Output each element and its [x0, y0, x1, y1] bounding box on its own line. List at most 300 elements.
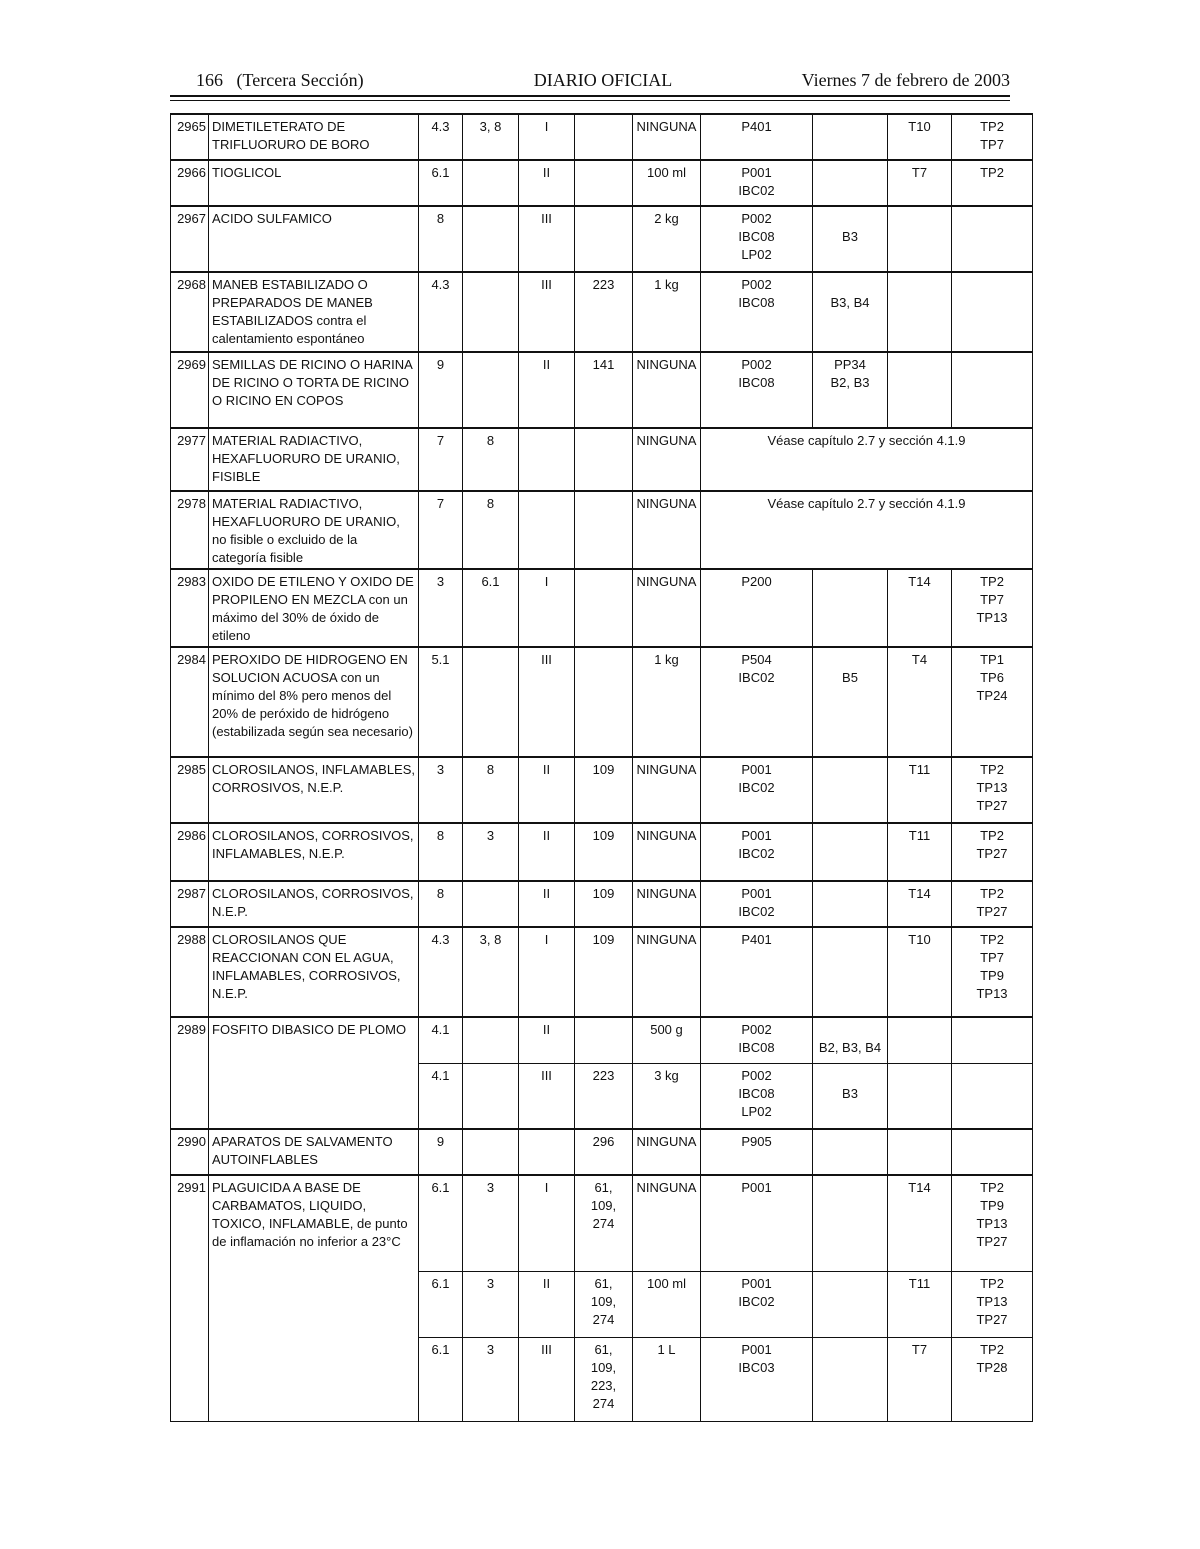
special-provisions-cell-text: 109	[592, 932, 615, 947]
tank-provisions-cell	[952, 272, 1033, 352]
substance-name-cell-text: CLOROSILANOS, CORROSIVOS, N.E.P.	[212, 886, 414, 919]
packing-group-cell-text: III	[541, 211, 552, 226]
substance-name-cell-text: MATERIAL RADIACTIVO, HEXAFLUORURO DE URANIO, FISIBLE	[212, 433, 400, 484]
substance-name-cell-text: ACIDO SULFAMICO	[212, 211, 332, 226]
subsidiary-risk-cell-text: 3, 8	[479, 932, 502, 947]
un-number-cell-text: 2968	[177, 277, 206, 292]
packing-group-cell	[519, 1063, 575, 1129]
un-number-cell-text: 2977	[177, 433, 206, 448]
limited-quantity-cell	[633, 823, 701, 881]
class-cell-text: 6.1	[431, 1275, 450, 1291]
tank-instruction-cell	[888, 569, 952, 647]
subsidiary-risk-cell	[463, 160, 519, 206]
packing-provisions-cell	[813, 881, 888, 927]
packing-provisions-cell	[813, 823, 888, 881]
packing-instruction-cell	[701, 1271, 813, 1337]
class-cell-text: 4.1	[431, 1067, 450, 1083]
un-number-cell	[171, 1017, 209, 1129]
packing-instruction-cell-text: P401	[741, 932, 772, 947]
substance-name-cell-text: PLAGUICIDA A BASE DE CARBAMATOS, LIQUIDO, TOXICO, INFLAMABLE, de punto de inflamación no inferior a 23°C	[212, 1180, 408, 1249]
substance-name-cell	[209, 569, 419, 647]
limited-quantity-cell-text: NINGUNA	[636, 574, 697, 589]
packing-group-cell	[519, 428, 575, 491]
subsidiary-risk-cell	[463, 352, 519, 428]
see-reference-cell-text: Véase capítulo 2.7 y sección 4.1.9	[767, 496, 966, 511]
packing-instruction-cell-text: P504 IBC02	[738, 652, 775, 685]
table-body	[171, 114, 1033, 1421]
tank-instruction-cell	[888, 114, 952, 160]
un-number-cell-text: 2978	[177, 496, 206, 511]
class-cell	[419, 1175, 463, 1271]
limited-quantity-cell-text: NINGUNA	[636, 762, 697, 777]
limited-quantity-cell	[633, 491, 701, 569]
special-provisions-cell	[575, 206, 633, 272]
limited-quantity-cell-text: 100 ml	[646, 165, 687, 180]
class-cell	[419, 1337, 463, 1421]
special-provisions-cell	[575, 1175, 633, 1271]
packing-instruction-cell-text: P001 IBC02	[738, 886, 775, 919]
packing-group-cell	[519, 206, 575, 272]
un-number-cell	[171, 647, 209, 757]
tank-instruction-cell-text: T14	[908, 574, 931, 589]
un-number-cell	[171, 206, 209, 272]
class-cell	[419, 160, 463, 206]
special-provisions-cell	[575, 927, 633, 1017]
packing-group-cell	[519, 569, 575, 647]
substance-name-cell-text: CLOROSILANOS QUE REACCIONAN CON EL AGUA, INFLAMABLES, CORROSIVOS, N.E.P.	[212, 932, 401, 1001]
class-cell-text: 8	[436, 211, 445, 226]
packing-instruction-cell-text: P001 IBC02	[738, 762, 775, 795]
tank-provisions-cell-text: TP2 TP7	[980, 119, 1004, 152]
table-row	[171, 1017, 1033, 1063]
packing-group-cell-text: I	[544, 1180, 549, 1195]
packing-group-cell	[519, 1129, 575, 1175]
substance-name-cell	[209, 1017, 419, 1129]
class-cell-text: 4.3	[431, 277, 450, 292]
packing-instruction-cell	[701, 352, 813, 428]
packing-group-cell	[519, 1271, 575, 1337]
special-provisions-cell-text: 141	[592, 357, 615, 372]
packing-instruction-cell-text: P002 IBC08	[738, 1022, 775, 1055]
packing-instruction-cell	[701, 647, 813, 757]
packing-group-cell	[519, 272, 575, 352]
special-provisions-cell-text: 109	[592, 762, 615, 777]
packing-group-cell	[519, 757, 575, 823]
un-number-cell-text: 2965	[177, 119, 206, 134]
limited-quantity-cell-text: NINGUNA	[636, 496, 697, 511]
packing-provisions-cell	[813, 272, 888, 352]
subsidiary-risk-cell	[463, 823, 519, 881]
packing-provisions-cell	[813, 927, 888, 1017]
table-row	[171, 491, 1033, 569]
special-provisions-cell-text: 109	[592, 828, 615, 843]
subsidiary-risk-cell	[463, 272, 519, 352]
subsidiary-risk-cell	[463, 881, 519, 927]
packing-instruction-cell-text: P001 IBC02	[738, 1275, 775, 1309]
tank-instruction-cell-text: T10	[908, 119, 931, 134]
subsidiary-risk-cell	[463, 757, 519, 823]
page-header	[196, 68, 1010, 96]
packing-group-cell	[519, 160, 575, 206]
limited-quantity-cell-text: NINGUNA	[636, 1180, 697, 1195]
packing-group-cell	[519, 881, 575, 927]
un-number-cell	[171, 569, 209, 647]
subsidiary-risk-cell	[463, 1063, 519, 1129]
tank-instruction-cell	[888, 647, 952, 757]
un-number-cell	[171, 352, 209, 428]
packing-provisions-cell	[813, 1017, 888, 1063]
dangerous-goods-table	[170, 113, 1033, 1422]
substance-name-cell-text: TIOGLICOL	[212, 165, 282, 180]
substance-name-cell	[209, 757, 419, 823]
tank-provisions-cell-text: TP1 TP6 TP24	[976, 652, 1008, 703]
packing-provisions-cell	[813, 1063, 888, 1129]
packing-group-cell-text: II	[542, 357, 551, 372]
packing-provisions-cell-text: B3, B4	[830, 295, 870, 310]
class-cell-text: 9	[436, 357, 445, 372]
class-cell	[419, 206, 463, 272]
special-provisions-cell	[575, 272, 633, 352]
un-number-cell	[171, 881, 209, 927]
special-provisions-cell-text: 223	[592, 1067, 615, 1083]
limited-quantity-cell-text: 1 kg	[654, 652, 679, 667]
special-provisions-cell	[575, 1271, 633, 1337]
table-row	[171, 1129, 1033, 1175]
tank-instruction-cell	[888, 1063, 952, 1129]
packing-instruction-cell	[701, 823, 813, 881]
tank-provisions-cell	[952, 881, 1033, 927]
packing-instruction-cell-text: P002 IBC08	[738, 277, 775, 310]
tank-provisions-cell	[952, 206, 1033, 272]
special-provisions-cell	[575, 823, 633, 881]
table-row	[171, 352, 1033, 428]
un-number-cell	[171, 114, 209, 160]
class-cell	[419, 1271, 463, 1337]
subsidiary-risk-cell	[463, 114, 519, 160]
class-cell-text: 4.1	[431, 1022, 450, 1037]
class-cell-text: 9	[436, 1134, 445, 1149]
tank-instruction-cell	[888, 1017, 952, 1063]
subsidiary-risk-cell	[463, 491, 519, 569]
limited-quantity-cell-text: NINGUNA	[636, 433, 697, 448]
packing-instruction-cell	[701, 1017, 813, 1063]
packing-group-cell-text: II	[542, 762, 551, 777]
packing-instruction-cell	[701, 757, 813, 823]
un-number-cell	[171, 1175, 209, 1421]
limited-quantity-cell	[633, 1175, 701, 1271]
packing-instruction-cell	[701, 206, 813, 272]
class-cell	[419, 352, 463, 428]
packing-instruction-cell-text: P001 IBC02	[738, 828, 775, 861]
table-row	[171, 757, 1033, 823]
packing-provisions-cell	[813, 160, 888, 206]
packing-group-cell	[519, 823, 575, 881]
packing-instruction-cell-text: P001 IBC03	[738, 1341, 775, 1375]
class-cell	[419, 1017, 463, 1063]
packing-instruction-cell-text: P002 IBC08 LP02	[738, 1067, 775, 1119]
tank-provisions-cell	[952, 352, 1033, 428]
packing-instruction-cell-text: P200	[741, 574, 772, 589]
limited-quantity-cell	[633, 647, 701, 757]
tank-instruction-cell-text: T11	[908, 1275, 931, 1291]
class-cell-text: 4.3	[431, 119, 450, 134]
class-cell	[419, 1129, 463, 1175]
packing-group-cell-text: I	[544, 574, 549, 589]
limited-quantity-cell-text: 1 L	[657, 1341, 676, 1357]
special-provisions-cell	[575, 1017, 633, 1063]
special-provisions-cell	[575, 757, 633, 823]
limited-quantity-cell-text: 100 ml	[646, 1275, 687, 1291]
table-row	[171, 114, 1033, 160]
limited-quantity-cell	[633, 114, 701, 160]
un-number-cell-text: 2984	[177, 652, 206, 667]
un-number-cell-text: 2988	[177, 932, 206, 947]
header-rule-thin	[170, 100, 1010, 101]
un-number-cell-text: 2983	[177, 574, 206, 589]
limited-quantity-cell-text: NINGUNA	[636, 357, 697, 372]
packing-group-cell	[519, 927, 575, 1017]
packing-group-cell	[519, 1017, 575, 1063]
tank-instruction-cell-text: T7	[911, 165, 928, 180]
limited-quantity-cell-text: NINGUNA	[636, 1134, 697, 1149]
substance-name-cell-text: OXIDO DE ETILENO Y OXIDO DE PROPILENO EN MEZCLA con un máximo del 30% de óxido de etileno	[212, 574, 414, 643]
special-provisions-cell	[575, 1063, 633, 1129]
class-cell-text: 8	[436, 886, 445, 901]
packing-provisions-cell	[813, 1175, 888, 1271]
packing-instruction-cell	[701, 881, 813, 927]
class-cell	[419, 428, 463, 491]
tank-instruction-cell	[888, 881, 952, 927]
table-row	[171, 206, 1033, 272]
packing-provisions-cell	[813, 352, 888, 428]
limited-quantity-cell	[633, 1017, 701, 1063]
subsidiary-risk-cell	[463, 1337, 519, 1421]
special-provisions-cell	[575, 881, 633, 927]
tank-instruction-cell	[888, 927, 952, 1017]
tank-provisions-cell	[952, 1063, 1033, 1129]
un-number-cell-text: 2989	[177, 1022, 206, 1037]
packing-group-cell-text: II	[542, 886, 551, 901]
substance-name-cell	[209, 352, 419, 428]
tank-instruction-cell-text: T4	[911, 652, 928, 667]
packing-instruction-cell	[701, 1063, 813, 1129]
packing-group-cell	[519, 352, 575, 428]
special-provisions-cell-text: 61, 109, 223, 274	[590, 1341, 617, 1411]
subsidiary-risk-cell-text: 3, 8	[479, 119, 502, 134]
tank-instruction-cell	[888, 823, 952, 881]
packing-provisions-cell-text: B3	[842, 229, 858, 244]
packing-group-cell-text: I	[544, 932, 549, 947]
class-cell-text: 3	[436, 762, 445, 777]
un-number-cell-text: 2987	[177, 886, 206, 901]
tank-provisions-cell-text: TP2 TP7 TP9 TP13	[976, 932, 1008, 1001]
packing-group-cell	[519, 1337, 575, 1421]
packing-group-cell	[519, 491, 575, 569]
table-row	[171, 272, 1033, 352]
subsidiary-risk-cell-text: 8	[486, 762, 495, 777]
tank-instruction-cell	[888, 1271, 952, 1337]
subsidiary-risk-cell	[463, 206, 519, 272]
special-provisions-cell	[575, 160, 633, 206]
limited-quantity-cell-text: 500 g	[650, 1022, 683, 1037]
packing-provisions-cell	[813, 114, 888, 160]
limited-quantity-cell	[633, 428, 701, 491]
tank-provisions-cell	[952, 757, 1033, 823]
limited-quantity-cell-text: NINGUNA	[636, 828, 697, 843]
subsidiary-risk-cell	[463, 647, 519, 757]
limited-quantity-cell-text: 3 kg	[654, 1067, 679, 1083]
tank-instruction-cell	[888, 1129, 952, 1175]
packing-group-cell-text: III	[541, 277, 552, 292]
special-provisions-cell	[575, 352, 633, 428]
subsidiary-risk-cell-text: 8	[486, 496, 495, 511]
packing-provisions-cell	[813, 1337, 888, 1421]
packing-group-cell-text: III	[541, 1067, 552, 1083]
subsidiary-risk-cell-text: 3	[486, 828, 495, 843]
packing-provisions-cell	[813, 1129, 888, 1175]
un-number-cell-text: 2986	[177, 828, 206, 843]
un-number-cell-text: 2966	[177, 165, 206, 180]
un-number-cell-text: 2985	[177, 762, 206, 777]
un-number-cell	[171, 1129, 209, 1175]
tank-instruction-cell-text: T11	[908, 828, 931, 843]
subsidiary-risk-cell-text: 6.1	[481, 574, 500, 589]
packing-instruction-cell-text: P001	[741, 1180, 772, 1195]
packing-instruction-cell	[701, 927, 813, 1017]
limited-quantity-cell	[633, 569, 701, 647]
packing-provisions-cell	[813, 647, 888, 757]
tank-instruction-cell-text: T14	[908, 886, 931, 901]
tank-provisions-cell-text: TP2 TP13 TP27	[976, 1275, 1008, 1327]
table-row	[171, 569, 1033, 647]
un-number-cell	[171, 757, 209, 823]
tank-provisions-cell-text: TP2 TP27	[976, 886, 1008, 919]
packing-group-cell	[519, 647, 575, 757]
table-row	[171, 647, 1033, 757]
tank-provisions-cell	[952, 647, 1033, 757]
special-provisions-cell	[575, 1337, 633, 1421]
packing-instruction-cell	[701, 1129, 813, 1175]
packing-instruction-cell-text: P905	[741, 1134, 772, 1149]
special-provisions-cell	[575, 428, 633, 491]
limited-quantity-cell	[633, 757, 701, 823]
limited-quantity-cell	[633, 927, 701, 1017]
limited-quantity-cell	[633, 352, 701, 428]
substance-name-cell	[209, 491, 419, 569]
class-cell	[419, 927, 463, 1017]
class-cell-text: 6.1	[431, 1180, 450, 1195]
class-cell-text: 3	[436, 574, 445, 589]
class-cell-text: 8	[436, 828, 445, 843]
packing-provisions-cell-text: B2, B3, B4	[818, 1040, 882, 1055]
subsidiary-risk-cell	[463, 1129, 519, 1175]
un-number-cell-text: 2969	[177, 357, 206, 372]
class-cell-text: 4.3	[431, 932, 450, 947]
tank-instruction-cell	[888, 352, 952, 428]
publication-title: DIARIO OFICIAL	[533, 70, 673, 90]
tank-instruction-cell-text: T11	[908, 762, 931, 777]
substance-name-cell-text: APARATOS DE SALVAMENTO AUTOINFLABLES	[212, 1134, 393, 1167]
packing-instruction-cell	[701, 1175, 813, 1271]
table-row	[171, 1175, 1033, 1271]
limited-quantity-cell-text: NINGUNA	[636, 932, 697, 947]
table-row	[171, 160, 1033, 206]
subsidiary-risk-cell	[463, 1017, 519, 1063]
subsidiary-risk-cell-text: 8	[486, 433, 495, 448]
substance-name-cell-text: CLOROSILANOS, CORROSIVOS, INFLAMABLES, N.E.P.	[212, 828, 414, 861]
class-cell	[419, 1063, 463, 1129]
subsidiary-risk-cell	[463, 428, 519, 491]
limited-quantity-cell	[633, 1129, 701, 1175]
class-cell-text: 5.1	[431, 652, 450, 667]
limited-quantity-cell-text: 1 kg	[654, 277, 679, 292]
table-row	[171, 881, 1033, 927]
substance-name-cell-text: CLOROSILANOS, INFLAMABLES, CORROSIVOS, N.E.P.	[212, 762, 416, 795]
substance-name-cell-text: PEROXIDO DE HIDROGENO EN SOLUCION ACUOSA con un mínimo del 8% pero menos del 20% de peróxido de hidrógeno (estabilizada según sea necesario)	[212, 652, 413, 739]
substance-name-cell	[209, 647, 419, 757]
limited-quantity-cell-text: NINGUNA	[636, 119, 697, 134]
packing-group-cell-text: II	[542, 828, 551, 843]
un-number-cell	[171, 160, 209, 206]
class-cell	[419, 491, 463, 569]
tank-instruction-cell	[888, 757, 952, 823]
packing-instruction-cell	[701, 114, 813, 160]
section-label: (Tercera Sección)	[236, 70, 364, 90]
subsidiary-risk-cell	[463, 927, 519, 1017]
tank-instruction-cell-text: T7	[911, 1341, 928, 1357]
special-provisions-cell-text: 61, 109, 274	[590, 1180, 617, 1231]
packing-instruction-cell	[701, 160, 813, 206]
packing-group-cell-text: I	[544, 119, 549, 134]
substance-name-cell	[209, 206, 419, 272]
tank-provisions-cell	[952, 1129, 1033, 1175]
limited-quantity-cell	[633, 160, 701, 206]
limited-quantity-cell	[633, 206, 701, 272]
subsidiary-risk-cell-text: 3	[486, 1275, 495, 1291]
tank-instruction-cell-text: T14	[908, 1180, 931, 1195]
un-number-cell	[171, 428, 209, 491]
special-provisions-cell	[575, 491, 633, 569]
subsidiary-risk-cell	[463, 1175, 519, 1271]
substance-name-cell-text: SEMILLAS DE RICINO O HARINA DE RICINO O TORTA DE RICINO O RICINO EN COPOS	[212, 357, 413, 408]
packing-provisions-cell	[813, 206, 888, 272]
tank-provisions-cell-text: TP2 TP9 TP13 TP27	[976, 1180, 1008, 1249]
packing-group-cell-text: II	[542, 1275, 551, 1291]
substance-name-cell-text: FOSFITO DIBASICO DE PLOMO	[212, 1022, 407, 1037]
subsidiary-risk-cell-text: 3	[486, 1180, 495, 1195]
packing-provisions-cell-text: B3	[842, 1085, 858, 1101]
tank-provisions-cell	[952, 569, 1033, 647]
subsidiary-risk-cell	[463, 569, 519, 647]
special-provisions-cell-text: 296	[592, 1134, 615, 1149]
packing-group-cell-text: II	[542, 165, 551, 180]
see-reference-cell	[701, 428, 1033, 491]
substance-name-cell	[209, 114, 419, 160]
substance-name-cell	[209, 160, 419, 206]
header-rule-thick	[170, 95, 1010, 97]
class-cell-text: 7	[436, 433, 445, 448]
packing-instruction-cell-text: P002 IBC08	[738, 357, 775, 390]
special-provisions-cell-text: 61, 109, 274	[590, 1275, 617, 1327]
tank-provisions-cell-text: TP2	[980, 165, 1004, 180]
substance-name-cell	[209, 1129, 419, 1175]
class-cell-text: 6.1	[431, 165, 450, 180]
class-cell-text: 6.1	[431, 1341, 450, 1357]
class-cell	[419, 272, 463, 352]
limited-quantity-cell	[633, 881, 701, 927]
special-provisions-cell-text: 109	[592, 886, 615, 901]
un-number-cell	[171, 491, 209, 569]
